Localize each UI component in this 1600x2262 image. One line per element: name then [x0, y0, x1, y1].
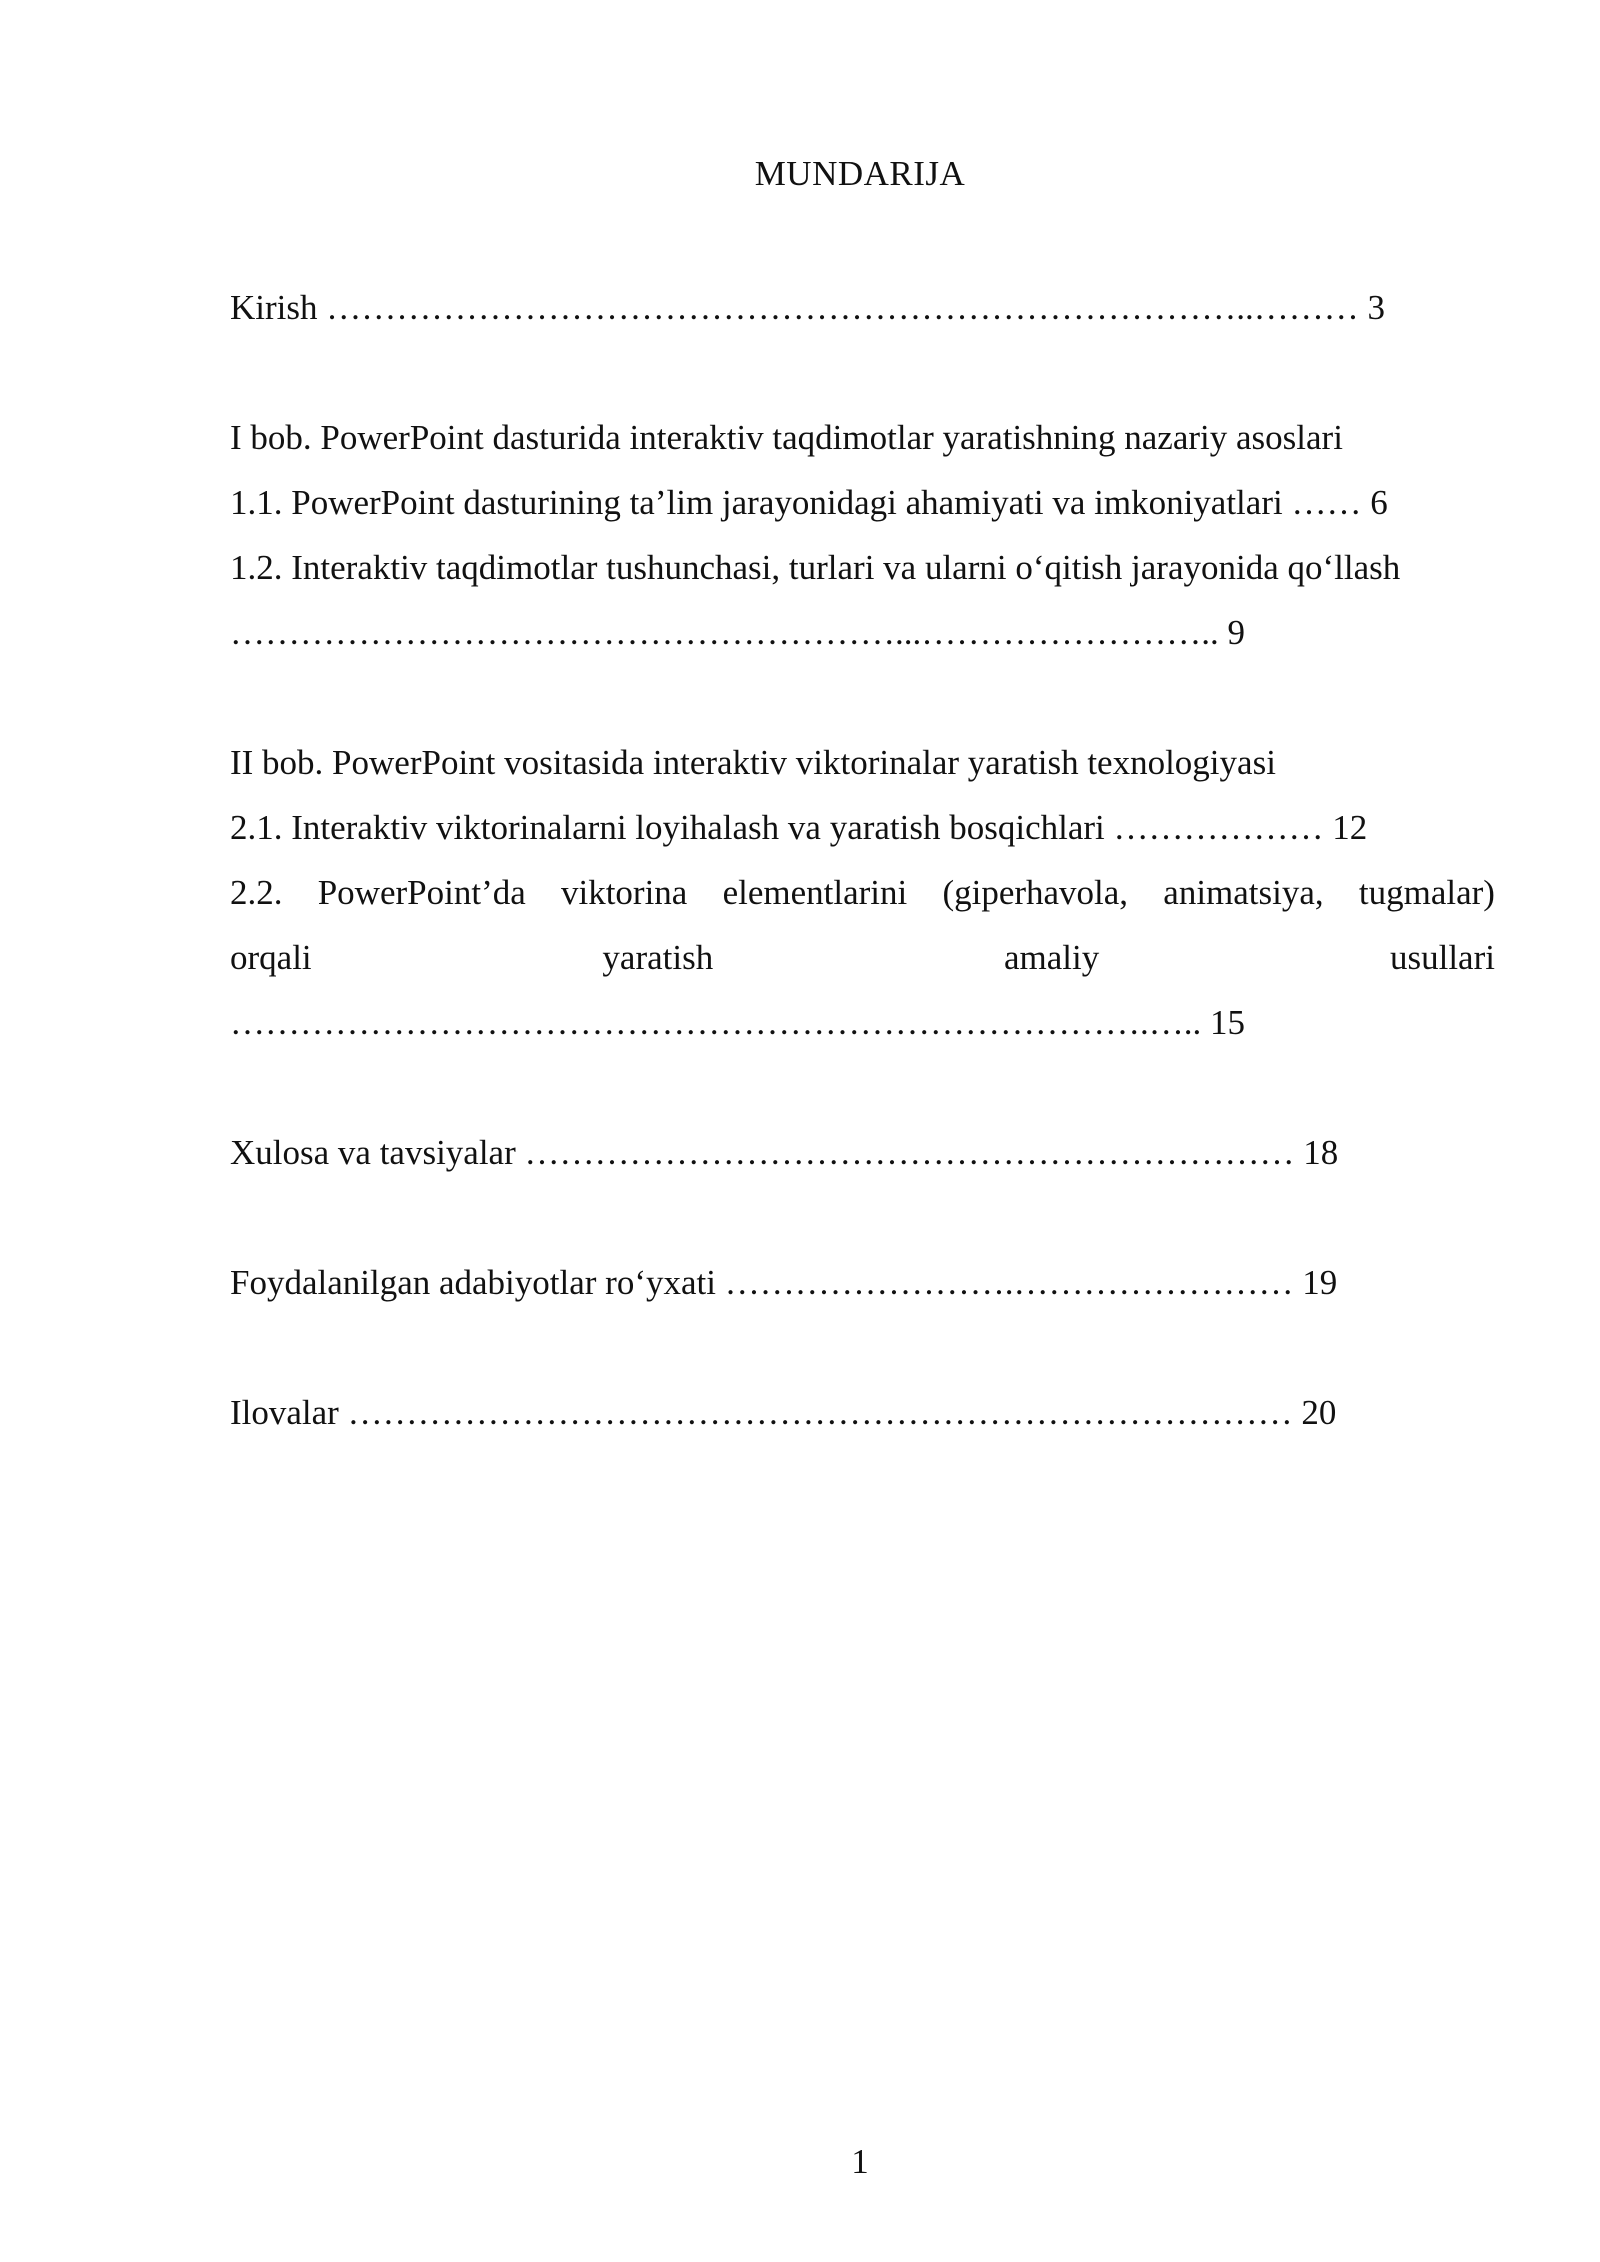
toc-word: amaliy — [1003, 938, 1100, 977]
toc-word: orqali — [230, 938, 312, 977]
toc-entry-1-2-line1: 1.2. Interaktiv taqdimotlar tushunchasi, turlari va ularni o‘qitish jarayonida qo‘llash — [230, 548, 1401, 587]
page-title: MUNDARIJA — [754, 154, 966, 193]
toc-entry-1-2-leader: …………………………………………………...…………………….. 9 — [230, 613, 1245, 652]
toc-chapter-1-heading: I bob. PowerPoint dasturida interaktiv taqdimotlar yaratishning nazariy asoslari — [230, 418, 1343, 457]
toc-entry-references: Foydalanilgan adabiyotlar ro‘yxati …………………….…………………… 19 — [230, 1263, 1338, 1302]
page-number: 1 — [851, 2142, 869, 2181]
toc-word: PowerPoint’da — [317, 873, 526, 912]
toc-entry-2-2-leader: …………………………………………………………………….….. 15 — [230, 1003, 1245, 1042]
toc-word: viktorina — [560, 873, 688, 912]
toc-entry-introduction: Kirish ……………………………………………………………………..……… 3 — [230, 288, 1385, 327]
toc-entry-2-1: 2.1. Interaktiv viktorinalarni loyihalash va yaratish bosqichlari ……………… 12 — [230, 808, 1368, 847]
toc-word: usullari — [1389, 938, 1495, 977]
toc-entry-appendices: Ilovalar ……………………………………………………………………… 20 — [230, 1393, 1337, 1432]
toc-chapter-2-heading: II bob. PowerPoint vositasida interaktiv viktorinalar yaratish texnologiyasi — [230, 743, 1276, 782]
toc-word: (giperhavola, — [942, 873, 1129, 912]
toc-word: 2.2. — [230, 873, 283, 912]
toc-word: yaratish — [602, 938, 714, 977]
toc-entry-conclusion: Xulosa va tavsiyalar ………………………………………………………… 18 — [230, 1133, 1339, 1172]
toc-word: elementlarini — [722, 873, 908, 912]
toc-entry-1-1: 1.1. PowerPoint dasturining ta’lim jarayonidagi ahamiyati va imkoniyatlari …… 6 — [230, 483, 1388, 522]
toc-entry-2-2-line1 — [230, 871, 1495, 915]
toc-word: tugmalar) — [1358, 873, 1495, 912]
toc-word: animatsiya, — [1163, 873, 1324, 912]
toc-entry-2-2-line2 — [230, 936, 1495, 980]
